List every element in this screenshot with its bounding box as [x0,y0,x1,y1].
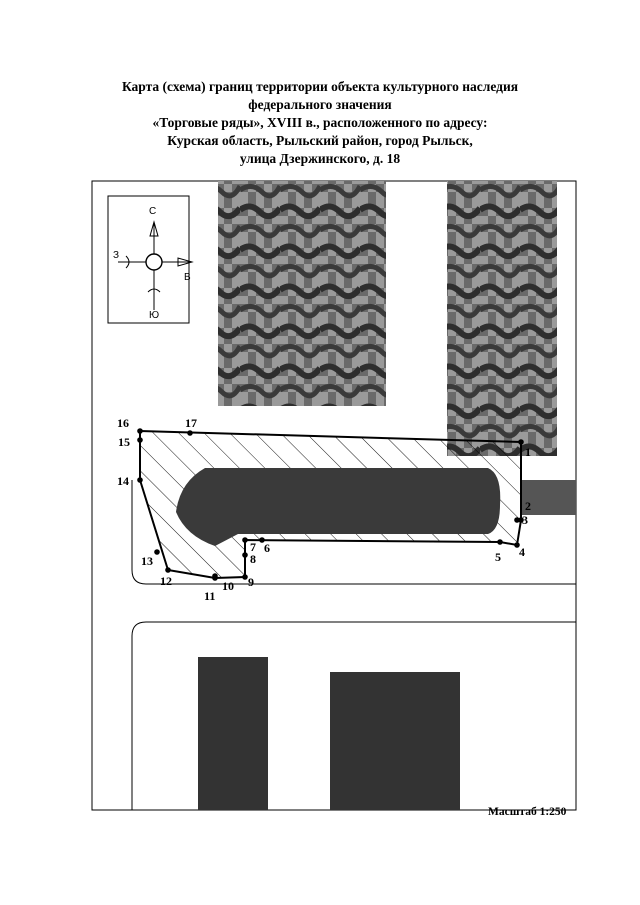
building-north-right [447,181,557,456]
boundary-point-16 [137,428,143,434]
boundary-point-label-9: 9 [248,575,254,589]
boundary-point-8 [242,552,248,558]
boundary-point-label-8: 8 [250,552,256,566]
compass-label-north: С [149,206,157,217]
boundary-point-13 [154,549,160,555]
boundary-point-5 [497,539,503,545]
boundary-point-14 [137,477,143,483]
title-line-1: Карта (схема) границ территории объекта культурного наследия [121,79,519,94]
boundary-point-17 [187,430,193,436]
boundary-point-1 [518,439,524,445]
boundary-point-label-16: 16 [117,416,129,430]
map-scale: Масштаб 1:250 [488,806,567,818]
boundary-point-label-6: 6 [264,541,270,555]
title-line-5: улица Дзержинского, д. 18 [239,151,401,166]
building-north-left [218,181,386,406]
boundary-point-3 [514,517,520,523]
title-line-4: Курская область, Рыльский район, город Рыльск, [167,133,473,148]
boundary-point-9 [242,574,248,580]
boundary-point-label-10: 10 [222,579,234,593]
compass-label-east: В [184,272,191,283]
compass-label-west: З [113,250,120,261]
boundary-point-label-1: 1 [525,445,531,459]
compass-label-south: Ю [149,310,160,321]
boundary-point-11 [212,573,218,579]
boundary-point-label-3: 3 [522,513,528,527]
boundary-point-label-11: 11 [204,589,216,603]
compass [108,196,192,323]
boundary-point-label-2: 2 [525,499,531,513]
compass-center-icon [146,254,162,270]
boundary-point-label-12: 12 [160,574,172,588]
boundary-point-15 [137,437,143,443]
boundary-point-label-7: 7 [250,540,256,554]
building-south-right [330,672,460,810]
boundary-point-12 [165,567,171,573]
boundary-point-label-5: 5 [495,550,501,564]
building-south-left [198,657,268,810]
boundary-point-label-4: 4 [519,545,525,559]
boundary-point-7 [242,537,248,543]
boundary-point-label-17: 17 [185,416,197,430]
boundary-point-label-13: 13 [141,554,153,568]
title-line-3: «Торговые ряды», XVIII в., расположенного по адресу: [152,115,488,130]
boundary-point-label-14: 14 [117,474,129,488]
title-line-2: федерального значения [248,97,392,112]
boundary-point-label-15: 15 [118,435,130,449]
